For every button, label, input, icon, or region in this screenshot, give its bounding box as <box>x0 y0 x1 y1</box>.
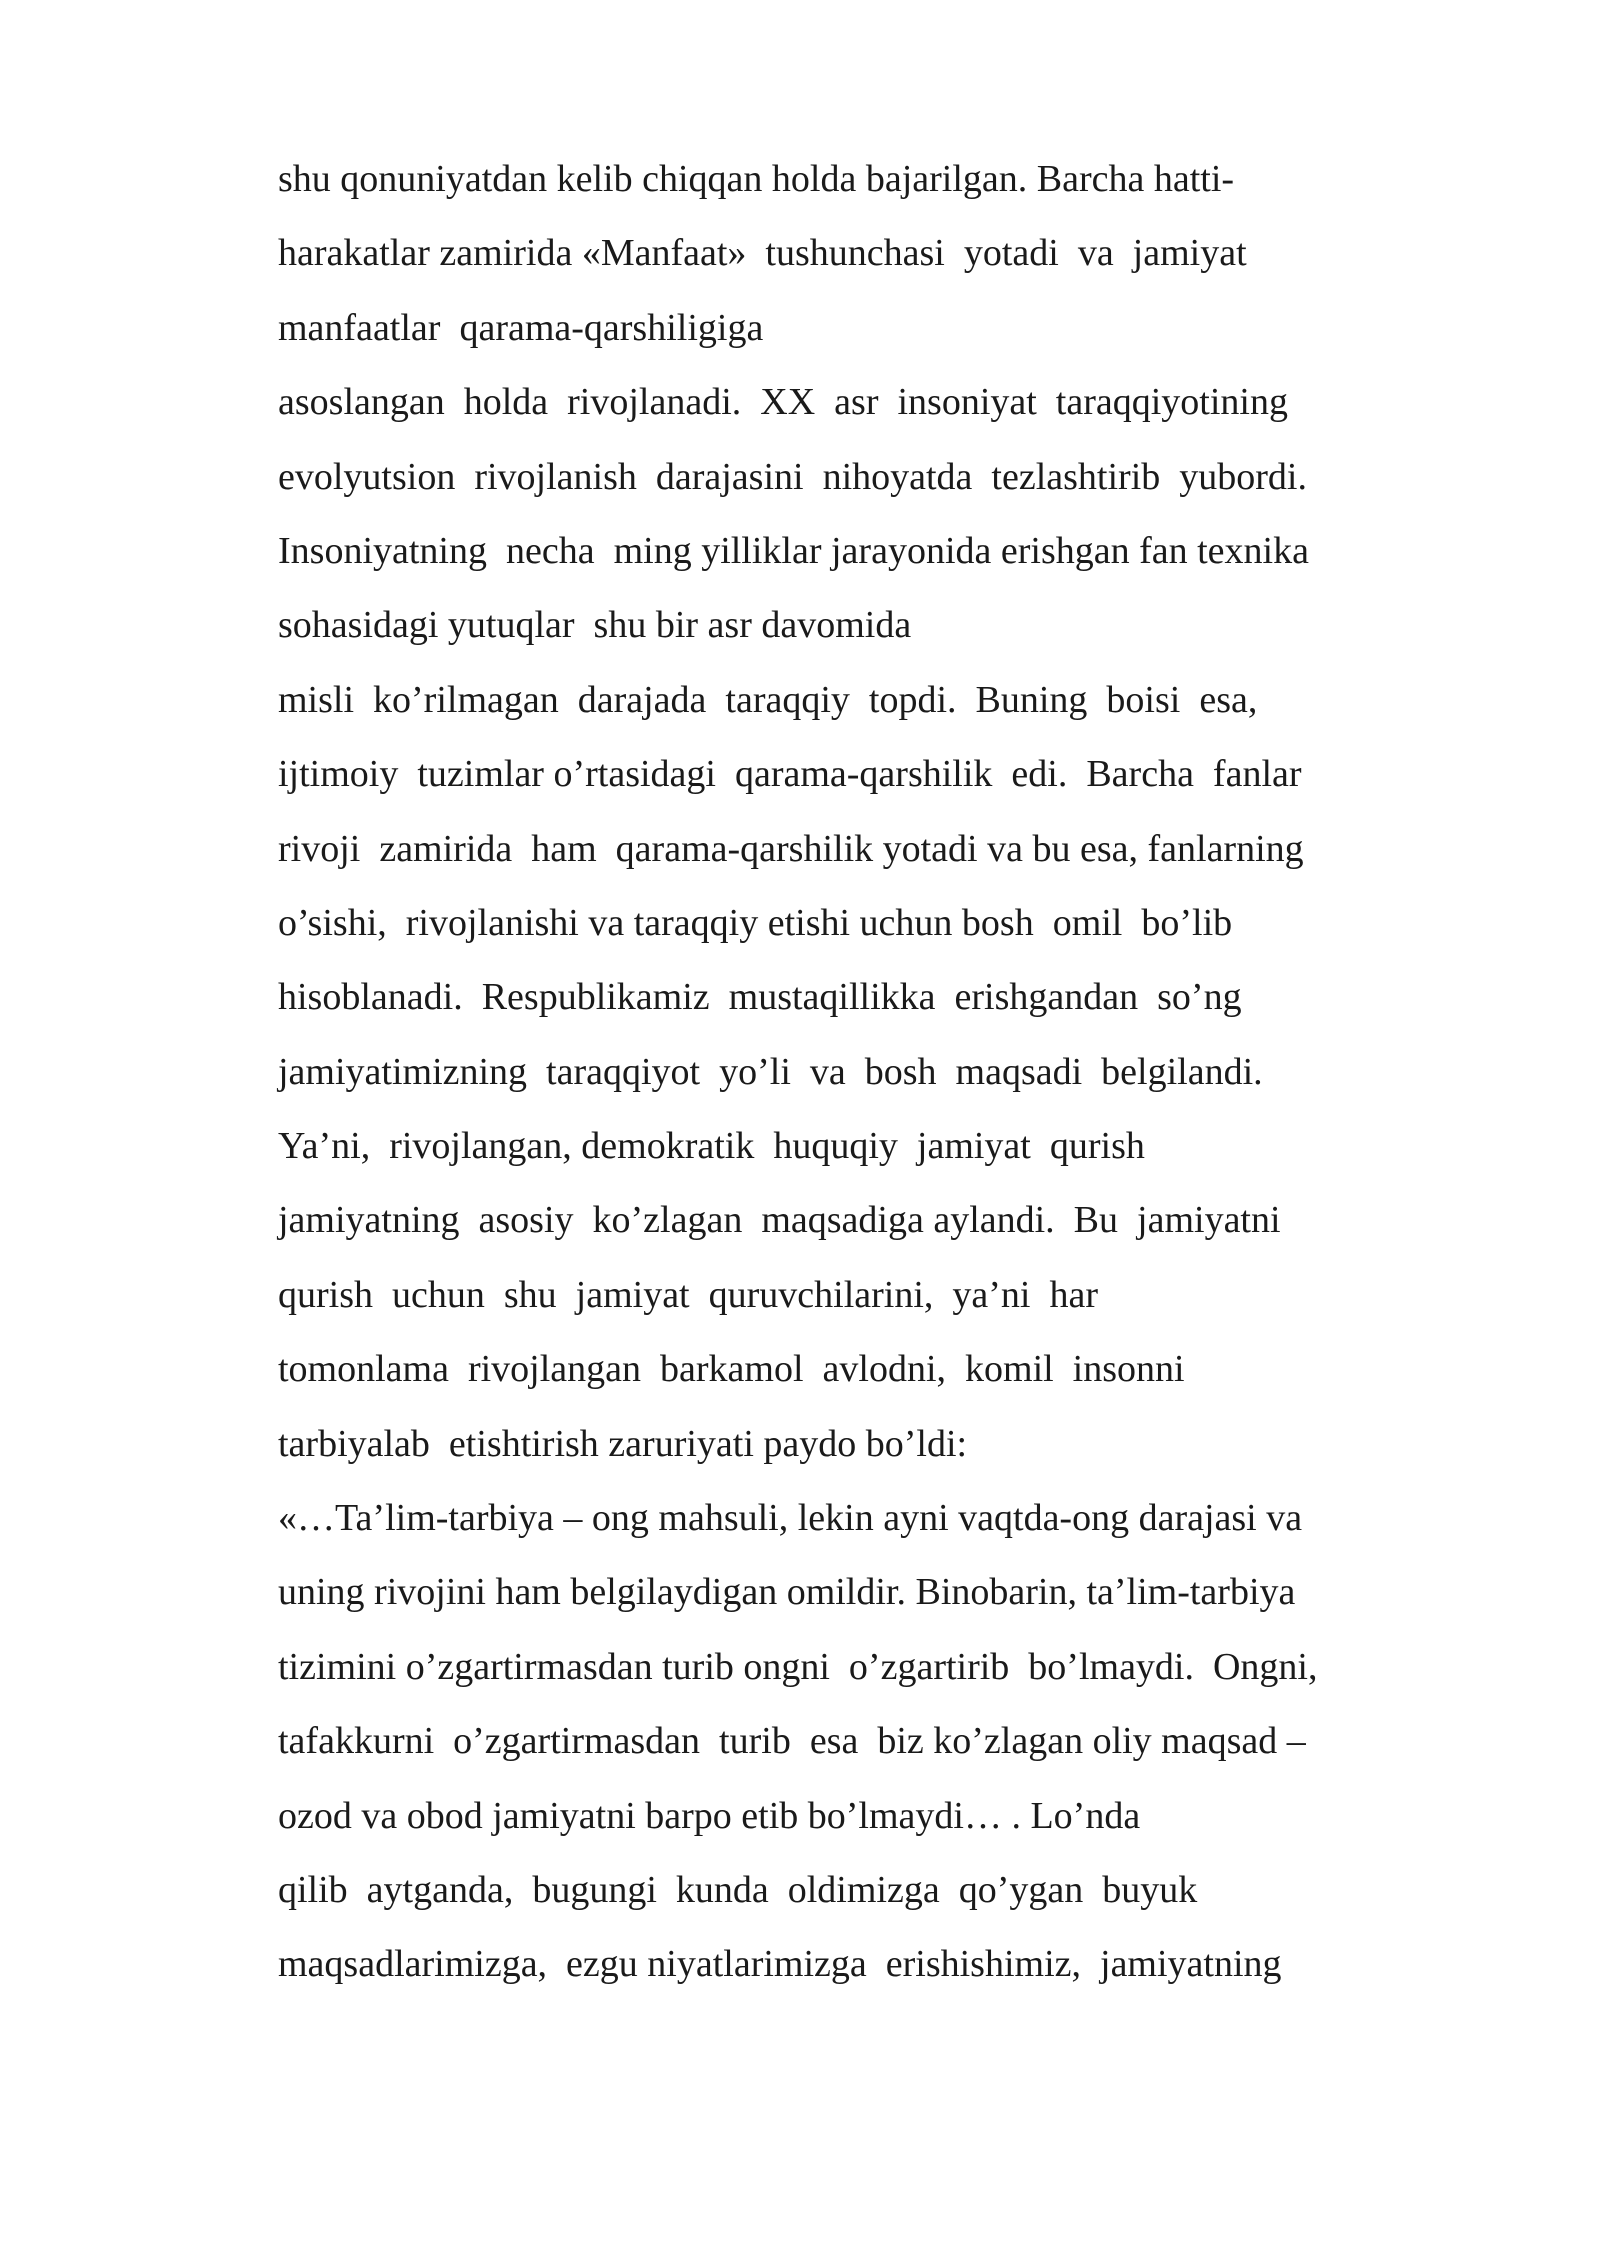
text-line: rivoji zamirida ham qarama-qarshilik yotadi va bu esa, fanlarning <box>278 827 1304 870</box>
text-line: qilib aytganda, bugungi kunda oldimizga qo’ygan buyuk <box>278 1868 1198 1911</box>
text-line: hisoblanadi. Respublikamiz mustaqillikka erishgandan so’ng <box>278 976 1242 1019</box>
text-line: misli ko’rilmagan darajada taraqqiy topdi. Buning boisi esa, <box>278 678 1258 721</box>
body-text <box>278 142 1458 2002</box>
text-line: sohasidagi yutuqlar shu bir asr davomida <box>278 604 912 647</box>
text-line: evolyutsion rivojlanish darajasini nihoyatda tezlashtirib yubordi. <box>278 455 1307 498</box>
quote-line: ozod va obod jamiyatni barpo etib bo’lmaydi… . Lo’nda <box>278 1794 1141 1837</box>
text-line: ijtimoiy tuzimlar o’rtasidagi qarama-qarshilik edi. Barcha fanlar <box>278 753 1302 796</box>
quote-line: «…Ta’lim-tarbiya – ong mahsuli, lekin ayni vaqtda-ong darajasi va <box>278 1497 1303 1540</box>
text-line: tomonlama rivojlangan barkamol avlodni, komil insonni <box>278 1348 1185 1391</box>
text-line: jamiyatning asosiy ko’zlagan maqsadiga aylandi. Bu jamiyatni <box>278 1199 1281 1242</box>
text-line: Insoniyatning necha ming yilliklar jarayonida erishgan fan texnika <box>278 529 1309 572</box>
text-line: shu qonuniyatdan kelib chiqqan holda bajarilgan. Barcha hatti- <box>278 158 1235 200</box>
text-line: maqsadlarimizga, ezgu niyatlarimizga erishishimiz, jamiyatning <box>278 1943 1282 1986</box>
text-line: harakatlar zamirida «Manfaat» tushunchasi yotadi va jamiyat <box>278 232 1247 275</box>
text-line: o’sishi, rivojlanishi va taraqqiy etishi uchun bosh omil bo’lib <box>278 901 1233 944</box>
text-line: qurish uchun shu jamiyat quruvchilarini, ya’ni har <box>278 1273 1098 1316</box>
quote-line: tizimini o’zgartirmasdan turib ongni o’zgartirib bo’lmaydi. Ongni, <box>278 1645 1318 1688</box>
text-line: asoslangan holda rivojlanadi. XX asr insoniyat taraqqiyotining <box>278 381 1288 424</box>
text-line: tarbiyalab etishtirish zaruriyati paydo bo’ldi: <box>278 1422 968 1465</box>
text-line: Ya’ni, rivojlangan, demokratik huquqiy jamiyat qurish <box>278 1125 1145 1168</box>
quote-line: tafakkurni o’zgartirmasdan turib esa biz ko’zlagan oliy maqsad – <box>278 1720 1306 1763</box>
text-line: jamiyatimizning taraqqiyot yo’li va bosh maqsadi belgilandi. <box>278 1050 1263 1093</box>
text-line: manfaatlar qarama-qarshiligiga <box>278 306 764 349</box>
quote-line: uning rivojini ham belgilaydigan omildir. Binobarin, ta’lim-tarbiya <box>278 1571 1296 1614</box>
